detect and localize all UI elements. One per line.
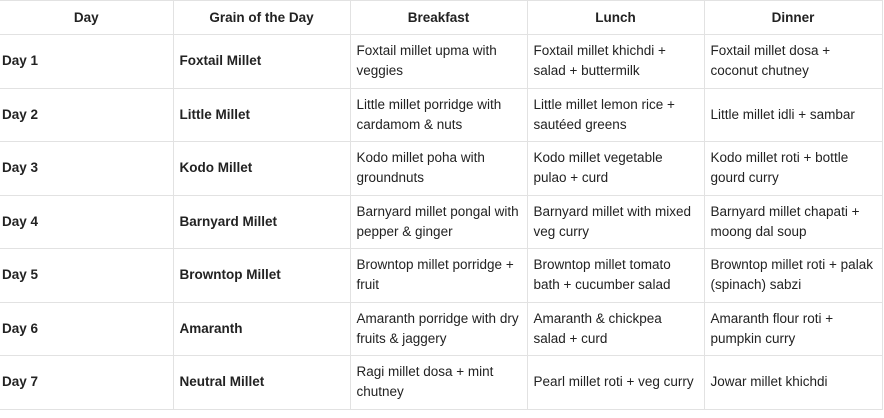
dinner-cell: Little millet idli + sambar (704, 88, 882, 142)
lunch-cell: Amaranth & chickpea salad + curd (527, 302, 704, 356)
breakfast-cell: Kodo millet poha with groundnuts (350, 142, 527, 196)
grain-cell: Barnyard Millet (173, 195, 350, 249)
day-cell: Day 1 (0, 35, 173, 89)
table-body (0, 35, 882, 410)
header-breakfast: Breakfast (350, 1, 527, 35)
breakfast-cell: Foxtail millet upma with veggies (350, 35, 527, 89)
breakfast-cell: Amaranth porridge with dry fruits & jaggery (350, 302, 527, 356)
table-row (0, 35, 882, 89)
dinner-cell: Kodo millet roti + bottle gourd curry (704, 142, 882, 196)
dinner-cell: Browntop millet roti + palak (spinach) sabzi (704, 249, 882, 303)
grain-cell: Kodo Millet (173, 142, 350, 196)
header-lunch: Lunch (527, 1, 704, 35)
grain-cell: Neutral Millet (173, 356, 350, 410)
lunch-cell: Browntop millet tomato bath + cucumber salad (527, 249, 704, 303)
table-row (0, 88, 882, 142)
day-cell: Day 7 (0, 356, 173, 410)
lunch-cell: Barnyard millet with mixed veg curry (527, 195, 704, 249)
header-row (0, 1, 882, 35)
grain-cell: Browntop Millet (173, 249, 350, 303)
grain-cell: Amaranth (173, 302, 350, 356)
header-dinner: Dinner (704, 1, 882, 35)
breakfast-cell: Barnyard millet pongal with pepper & ginger (350, 195, 527, 249)
breakfast-cell: Browntop millet porridge + fruit (350, 249, 527, 303)
breakfast-cell: Little millet porridge with cardamom & nuts (350, 88, 527, 142)
table-row (0, 142, 882, 196)
grain-cell: Little Millet (173, 88, 350, 142)
lunch-cell: Foxtail millet khichdi + salad + buttermilk (527, 35, 704, 89)
lunch-cell: Little millet lemon rice + sautéed greens (527, 88, 704, 142)
dinner-cell: Barnyard millet chapati + moong dal soup (704, 195, 882, 249)
table-row (0, 249, 882, 303)
day-cell: Day 5 (0, 249, 173, 303)
header-day: Day (0, 1, 173, 35)
lunch-cell: Kodo millet vegetable pulao + curd (527, 142, 704, 196)
table-row (0, 195, 882, 249)
breakfast-cell: Ragi millet dosa + mint chutney (350, 356, 527, 410)
dinner-cell: Jowar millet khichdi (704, 356, 882, 410)
table-row (0, 302, 882, 356)
day-cell: Day 6 (0, 302, 173, 356)
table-row (0, 356, 882, 410)
dinner-cell: Foxtail millet dosa + coconut chutney (704, 35, 882, 89)
day-cell: Day 3 (0, 142, 173, 196)
header-grain: Grain of the Day (173, 1, 350, 35)
lunch-cell: Pearl millet roti + veg curry (527, 356, 704, 410)
grain-cell: Foxtail Millet (173, 35, 350, 89)
dinner-cell: Amaranth flour roti + pumpkin curry (704, 302, 882, 356)
day-cell: Day 2 (0, 88, 173, 142)
table-header (0, 1, 882, 35)
day-cell: Day 4 (0, 195, 173, 249)
